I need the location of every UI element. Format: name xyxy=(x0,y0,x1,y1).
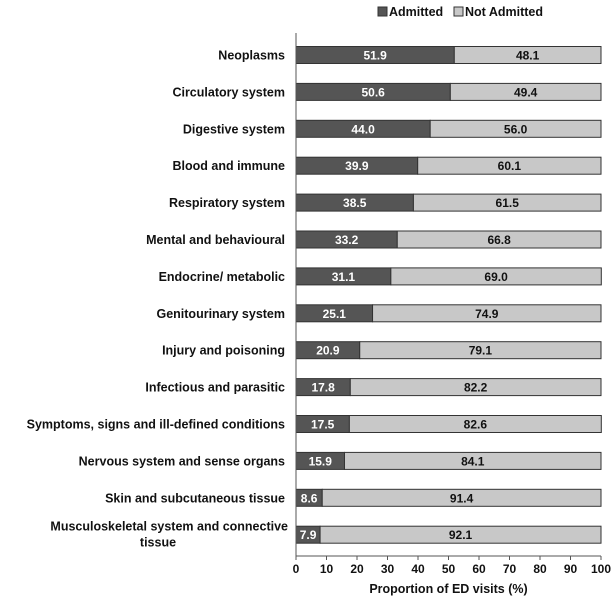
data-label-admitted: 25.1 xyxy=(322,306,346,321)
category-label: Mental and behavioural xyxy=(146,233,285,247)
data-label-not-admitted: 60.1 xyxy=(497,159,522,174)
x-tick-label: 70 xyxy=(502,562,517,576)
category-label: Skin and subcutaneous tissue xyxy=(105,491,285,506)
data-label-admitted: 38.5 xyxy=(343,196,367,211)
x-axis-title: Proportion of ED visits (%) xyxy=(369,582,528,596)
legend-label-not-admitted: Not Admitted xyxy=(465,5,543,19)
data-label-admitted: 31.1 xyxy=(331,269,356,284)
x-tick-label: 80 xyxy=(533,562,547,576)
x-tick-label: 100 xyxy=(590,562,612,576)
category-label: Infectious and parasitic xyxy=(145,380,285,395)
x-tick-label: 30 xyxy=(380,562,395,576)
category-label: Respiratory system xyxy=(168,196,285,211)
category-label: Endocrine/ metabolic xyxy=(158,269,285,284)
chart-legend xyxy=(378,5,543,19)
x-tick-label: 10 xyxy=(319,562,334,576)
data-label-admitted: 15.9 xyxy=(308,454,332,469)
data-label-not-admitted: 49.4 xyxy=(513,85,538,100)
data-label-not-admitted: 82.6 xyxy=(463,417,488,432)
category-label: Musculoskeletal system and connective xyxy=(50,519,288,534)
data-label-not-admitted: 48.1 xyxy=(515,48,540,63)
data-label-admitted: 7.9 xyxy=(299,528,317,543)
data-label-not-admitted: 82.2 xyxy=(463,380,488,395)
data-label-not-admitted: 69.0 xyxy=(484,269,508,284)
data-label-not-admitted: 74.9 xyxy=(475,306,499,321)
data-label-admitted: 20.9 xyxy=(316,343,340,358)
x-tick-label: 60 xyxy=(472,562,486,576)
category-label: Digestive system xyxy=(182,122,285,137)
x-tick-label: 0 xyxy=(292,562,300,576)
data-label-admitted: 50.6 xyxy=(361,85,385,100)
category-label: Neoplasms xyxy=(218,48,285,63)
category-label: Nervous system and sense organs xyxy=(78,454,285,469)
category-label: Blood and immune xyxy=(172,159,285,174)
category-labels xyxy=(27,49,288,550)
x-tick-label: 50 xyxy=(441,562,456,576)
category-label: Circulatory system xyxy=(172,85,285,100)
data-label-not-admitted: 56.0 xyxy=(503,122,528,137)
data-label-not-admitted: 66.8 xyxy=(487,233,511,247)
data-label-admitted: 51.9 xyxy=(363,48,387,63)
category-label: Genitourinary system xyxy=(156,306,285,321)
legend-swatch-not-admitted xyxy=(454,7,463,16)
x-tick-label: 20 xyxy=(350,562,364,576)
data-label-not-admitted: 79.1 xyxy=(468,343,493,358)
data-label-not-admitted: 92.1 xyxy=(448,528,473,543)
x-tick-label: 90 xyxy=(563,562,578,576)
legend-label-admitted: Admitted xyxy=(389,5,444,19)
data-label-admitted: 17.8 xyxy=(311,380,335,395)
x-tick-label: 40 xyxy=(411,562,425,576)
data-label-not-admitted: 91.4 xyxy=(449,491,474,506)
data-label-admitted: 44.0 xyxy=(351,122,375,137)
category-label: tissue xyxy=(139,535,177,550)
data-label-not-admitted: 84.1 xyxy=(461,454,485,469)
data-label-admitted: 33.2 xyxy=(334,233,359,247)
bars-group xyxy=(296,47,601,544)
data-label-admitted: 17.5 xyxy=(311,417,335,432)
data-label-admitted: 39.9 xyxy=(345,159,369,174)
legend-swatch-admitted xyxy=(378,7,387,16)
data-label-not-admitted: 61.5 xyxy=(495,196,519,211)
data-label-admitted: 8.6 xyxy=(300,491,318,506)
category-label: Symptoms, signs and ill-defined conditions xyxy=(26,417,285,432)
category-label: Injury and poisoning xyxy=(162,343,285,358)
